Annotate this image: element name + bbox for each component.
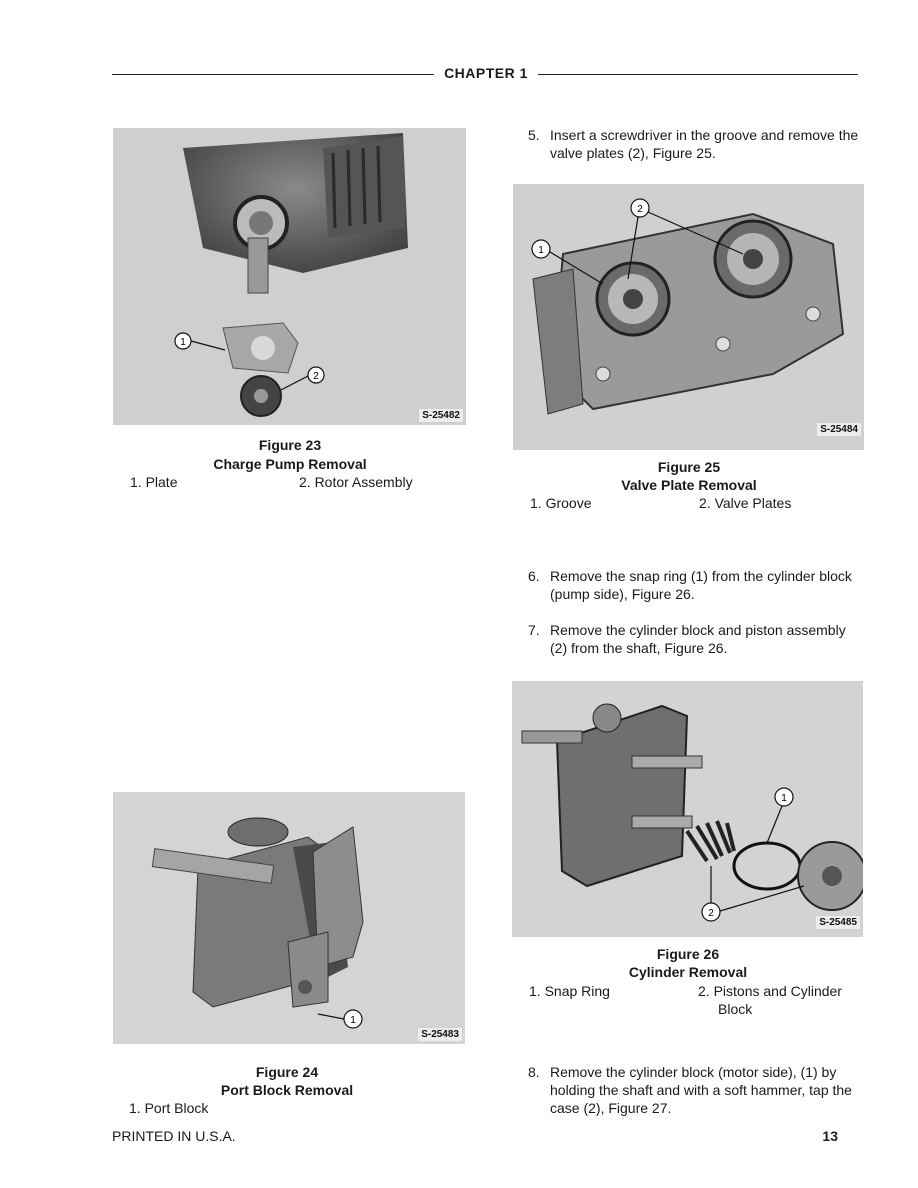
page-number: 13 xyxy=(822,1128,838,1144)
figure-23-item-2: 2. Rotor Assembly xyxy=(299,474,413,490)
figure-23-item-1: 1. Plate xyxy=(130,474,178,490)
header-rule-left xyxy=(112,74,434,75)
callout-2-figure25: 2 xyxy=(637,204,643,215)
figure-23-photo xyxy=(113,128,466,425)
figure-26-number: Figure 26 xyxy=(656,946,720,962)
figure-23-id: S-25482 xyxy=(419,409,463,422)
figure-25-item-2: 2. Valve Plates xyxy=(699,495,792,511)
step-8-number: 8. xyxy=(528,1064,540,1080)
step-8-line-3: case (2), Figure 27. xyxy=(550,1100,672,1116)
figure-26-item-2: 2. Pistons and Cylinder xyxy=(698,983,842,999)
figure-26-title: Cylinder Removal xyxy=(628,964,748,980)
printed-note: PRINTED IN U.S.A. xyxy=(112,1128,236,1144)
figure-25-photo xyxy=(513,184,864,450)
step-5-line-2: valve plates (2), Figure 25. xyxy=(550,145,716,161)
callout-1-figure26: 1 xyxy=(781,793,787,804)
figure-26-id: S-25485 xyxy=(816,916,860,929)
figure-24-number: Figure 24 xyxy=(255,1064,319,1080)
header-rule-right xyxy=(538,74,858,75)
figure-23-number: Figure 23 xyxy=(258,437,322,453)
figure-25-item-1: 1. Groove xyxy=(530,495,592,511)
figure-24-item-1: 1. Port Block xyxy=(129,1100,209,1116)
step-7-number: 7. xyxy=(528,622,540,638)
figure-23-title: Charge Pump Removal xyxy=(213,456,367,472)
step-5-line-1: Insert a screwdriver in the groove and remove the xyxy=(550,127,859,143)
figure-24-title: Port Block Removal xyxy=(220,1082,354,1098)
figure-24-photo xyxy=(113,792,465,1044)
figure-26-item-1: 1. Snap Ring xyxy=(529,983,610,999)
step-7-line-2: (2) from the shaft, Figure 26. xyxy=(550,640,728,656)
figure-25-id: S-25484 xyxy=(817,423,861,436)
callout-1-figure23: 1 xyxy=(180,337,186,348)
step-7 xyxy=(528,621,873,657)
figure-26-item-2-cont: Block xyxy=(718,1001,753,1017)
step-6-line-1: Remove the snap ring (1) from the cylinder block xyxy=(550,568,852,584)
callout-2-figure23: 2 xyxy=(313,371,319,382)
figure-26-photo xyxy=(512,681,863,937)
step-6-line-2: (pump side), Figure 26. xyxy=(550,586,695,602)
figure-25-title: Valve Plate Removal xyxy=(621,477,757,493)
step-8-line-2: holding the shaft and with a soft hammer, tap the xyxy=(550,1082,852,1098)
step-6 xyxy=(528,567,873,603)
callout-1-figure25: 1 xyxy=(538,245,544,256)
step-6-number: 6. xyxy=(528,568,540,584)
step-8 xyxy=(528,1063,873,1117)
callout-2-figure26: 2 xyxy=(708,908,714,919)
figure-25-number: Figure 25 xyxy=(657,459,721,475)
figure-24-id: S-25483 xyxy=(418,1028,462,1041)
callout-1-figure24: 1 xyxy=(350,1015,356,1026)
step-7-line-1: Remove the cylinder block and piston assembly xyxy=(550,622,846,638)
step-5 xyxy=(528,126,873,162)
step-5-number: 5. xyxy=(528,127,540,143)
chapter-heading: CHAPTER 1 xyxy=(444,65,528,81)
step-8-line-1: Remove the cylinder block (motor side), (1) by xyxy=(550,1064,837,1080)
